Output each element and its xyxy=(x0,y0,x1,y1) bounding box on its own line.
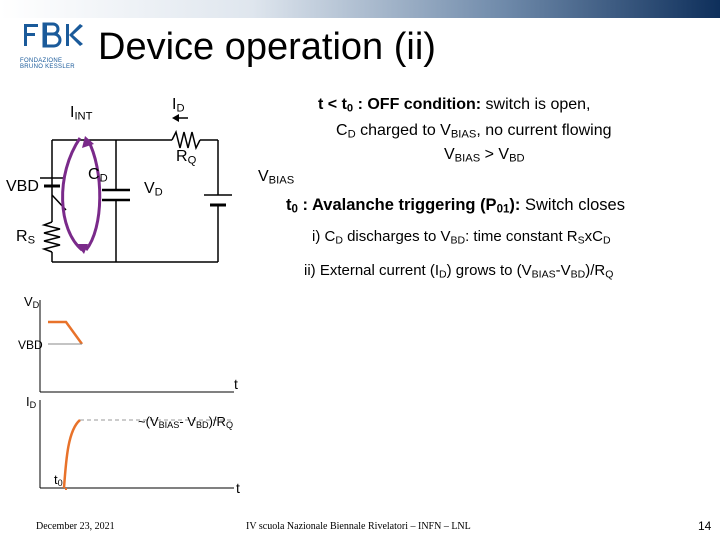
vbias-label: $V_{BIAS}$ xyxy=(258,168,295,187)
plot-t0-label: $t_0$ xyxy=(54,472,63,488)
rq-resistor xyxy=(172,132,200,148)
off-condition-line-2: $C_D$ charged to $V_{BIAS}$, no current flowing xyxy=(336,122,612,141)
discharge-arrow-right xyxy=(86,140,100,250)
off-condition-line: $t < t_0$ : OFF condition: switch is open, xyxy=(318,96,591,115)
footer-date: December 23, 2021 xyxy=(36,521,115,532)
plot-id-label: $I_D$ xyxy=(26,394,37,410)
vd-waveform xyxy=(48,322,82,344)
item-1: i) $C_D$ discharges to $V_{BD}$: time constant $R_SxC_D$ xyxy=(312,228,611,247)
id-waveform xyxy=(64,420,80,488)
page-number: 14 xyxy=(698,519,712,533)
logo-line-1: FONDAZIONE xyxy=(20,58,63,64)
avalanche-line: $t_0$ : Avalanche triggering $(P_{01})$: Switch closes xyxy=(286,196,625,216)
logo-line-2: BRUNO KESSLER xyxy=(20,64,75,70)
footer-center: IV scuola Nazionale Biennale Rivelatori – INFN – LNL xyxy=(246,521,471,532)
plot-t-label-1: t xyxy=(234,376,238,392)
off-condition-line-3: $V_{BIAS} > V_{BD}$ xyxy=(444,146,525,165)
plot-t-label-2: t xyxy=(236,480,240,496)
discharge-arrow-left xyxy=(63,138,82,250)
vbd-label: VBD xyxy=(6,178,39,195)
plot-vd-label: $V_D$ xyxy=(24,294,40,310)
rs-resistor xyxy=(44,222,60,252)
vd-label: $V_D$ xyxy=(144,180,163,199)
slide-title: Device operation (ii) xyxy=(98,26,436,68)
plot-asymptote-label: $\sim(V_{BIAS}-$ $V_{BD})/R_Q$ xyxy=(138,414,234,430)
iint-label: $I_{INT}$ xyxy=(70,104,93,123)
plot-vbd-label: VBD xyxy=(18,338,43,352)
rq-label: $R_Q$ xyxy=(176,148,197,167)
cd-label: $C_D$ xyxy=(88,166,108,185)
item-2: ii) External current $(I_D)$ grows to $(V_{BIAS}-V_{BD})/R_Q$ xyxy=(304,262,614,281)
rs-label: $R_S$ xyxy=(16,228,36,247)
id-label: $I_D$ xyxy=(172,96,185,115)
